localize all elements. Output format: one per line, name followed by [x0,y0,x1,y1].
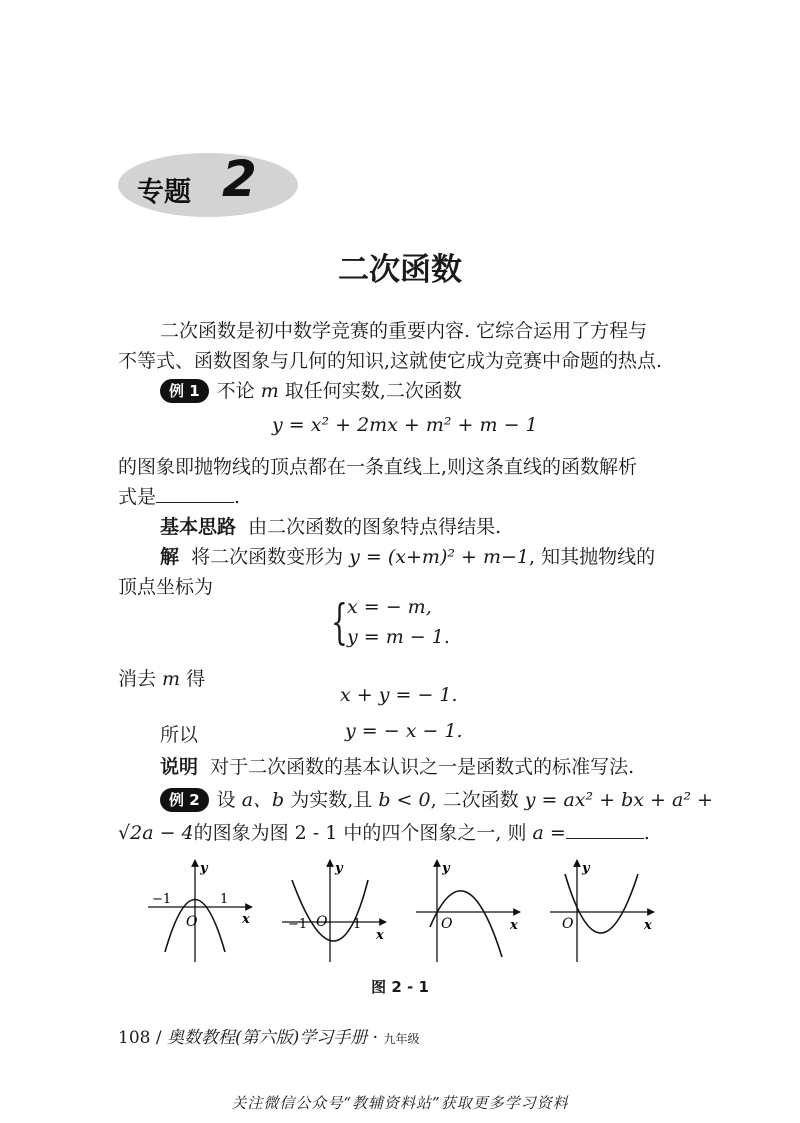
example1-text-a: 不论 [216,380,261,402]
answer-blank-1[interactable] [156,487,234,503]
example1-text-b: 取任何实数,二次函数 [278,380,462,402]
graph-1-y-label: y [200,861,208,876]
example1-line-1 [160,376,462,404]
example2-vars: a、b [241,789,285,811]
idea-text: 由二次函数的图象特点得结果. [248,516,502,538]
watermark-note: 关注微信公众号“教辅资料站”获取更多学习资料 [231,1094,569,1112]
eliminate-var: m [162,668,181,690]
graph-2 [282,860,386,962]
idea-label: 基本思路 [160,516,237,538]
graph-3-y-label: y [442,861,450,876]
example2-line-2 [118,818,650,845]
eliminate-text-a: 消去 [118,668,163,690]
example2-line-1 [160,785,713,813]
graph-4-y-label: y [582,861,590,876]
solution-text-a: 将二次函数变形为 [191,546,350,568]
example1-solution-line-2: 顶点坐标为 [118,576,214,598]
example1-badge: 例 1 [160,379,209,403]
example2-var-a: a [532,822,544,844]
note-label: 说明 [160,756,199,778]
eliminate-line [118,664,205,691]
example2-badge: 例 2 [160,788,209,812]
graph-1-x-label: x [242,912,250,927]
solution-formula: y = (x+m)² + m−1 [349,546,530,568]
example2-condition: b < 0 [378,789,431,811]
graph-3-origin: O [441,916,453,932]
example1-line-3 [118,482,240,509]
example1-formula: y = x² + 2mx + m² + m − 1 [272,414,538,436]
grade-label: 九年级 [383,1032,420,1046]
solution-text-b: , 知其抛物线的 [529,546,656,568]
graph-3-x-label: x [510,918,518,933]
note-text: 对于二次函数的基本认识之一是函数式的标准写法. [210,756,635,778]
example2-function-a: y = ax² + bx + a² + [524,789,713,811]
page-title: 二次函数 [338,252,462,288]
example2-text-b: 为实数,且 [284,789,379,811]
example2-text-end: . [643,822,650,844]
example1-solution-line-1 [160,542,655,569]
graph-2-y-label: y [335,861,343,876]
example1-line-2: 的图象即抛物线的顶点都在一条直线上,则这条直线的函数解析 [118,456,638,478]
page-number: 108 [118,1028,151,1048]
example1-line3-end: . [234,486,241,508]
therefore-label: 所以 [160,724,199,746]
system-eq-1: x = − m, [347,596,432,618]
example1-idea [160,512,501,539]
solution-label: 解 [160,546,180,568]
graph-2-origin: O [316,914,328,930]
intro-line-2: 不等式、函数图象与几何的知识,这就使它成为竞赛中命题的热点. [118,350,663,372]
example1-line3-text: 式是 [118,486,157,508]
footer-separator: / [155,1028,162,1048]
graph-1-label-1: 1 [220,892,229,907]
example2-function-b: √2a − 4 [118,822,194,844]
system-eq-2: y = m − 1. [347,626,450,648]
graph-3 [416,860,520,962]
figure-2-1 [130,852,670,967]
topic-number: 2 [222,150,257,208]
system-brace: { [331,594,348,650]
graph-4-origin: O [562,916,574,932]
eliminate-text-b: 得 [180,668,206,690]
example2-text-a: 设 [216,789,242,811]
footer-dot: · [372,1028,379,1048]
figure-caption: 图 2 - 1 [371,978,429,996]
graph-4-parabola [565,874,638,933]
example1-var-m: m [260,380,279,402]
graph-2-label-1: 1 [353,917,362,932]
graph-2-label-neg1: −1 [288,917,308,932]
example2-text-e: = [543,822,566,844]
example2-text-d: 的图象为图 2 - 1 中的四个图象之一, 则 [193,822,533,844]
example2-text-c: , 二次函数 [430,789,525,811]
topic-label: 专题 [137,177,191,208]
example1-note [160,752,634,779]
intro-line-1: 二次函数是初中数学竞赛的重要内容. 它综合运用了方程与 [160,320,648,342]
graph-1 [148,860,252,962]
sum-equation: x + y = − 1. [340,684,458,706]
graph-2-x-label: x [376,928,384,943]
book-title: 奥数教程(第六版)学习手册 [167,1028,368,1048]
graph-1-label-neg1: −1 [152,892,172,907]
page-footer [118,1023,420,1048]
graph-4 [550,860,654,962]
graph-4-x-label: x [644,918,652,933]
result-equation: y = − x − 1. [345,720,463,742]
answer-blank-2[interactable] [566,823,644,839]
graph-1-origin: O [186,914,198,930]
